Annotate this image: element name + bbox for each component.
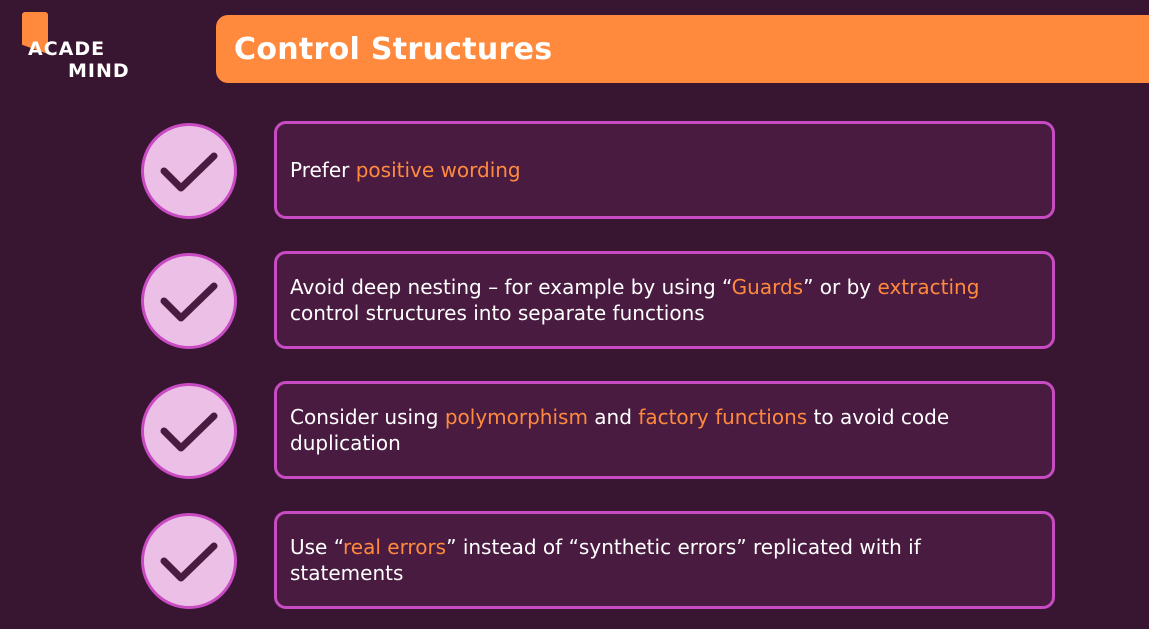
- item-card: [274, 381, 1055, 479]
- checkmark-icon: [144, 126, 234, 216]
- item-text: [290, 404, 1002, 456]
- text-segment: Prefer: [290, 158, 356, 182]
- text-segment: Use “: [290, 535, 343, 559]
- text-segment: control structures into separate functions: [290, 301, 705, 325]
- highlight-segment: Guards: [731, 275, 804, 299]
- text-segment: to avoid code duplication: [290, 405, 950, 455]
- checkmark-icon: [144, 516, 234, 606]
- list-item: [0, 381, 1149, 479]
- item-card: [274, 121, 1055, 219]
- checkmark-circle: [141, 123, 237, 219]
- academind-logo: [20, 12, 132, 82]
- logo-text-line-2: MIND: [68, 60, 130, 82]
- logo-text-line-1: ACADE: [28, 38, 106, 60]
- text-segment: and: [587, 405, 639, 429]
- item-card: [274, 251, 1055, 349]
- item-text: [290, 274, 1002, 326]
- highlight-segment: polymorphism: [444, 405, 588, 429]
- list-item: [0, 511, 1149, 609]
- checkmark-circle: [141, 513, 237, 609]
- checkmark-circle: [141, 253, 237, 349]
- highlight-segment: positive wording: [355, 158, 521, 182]
- checkmark-circle: [141, 383, 237, 479]
- text-segment: ” or by: [803, 275, 878, 299]
- item-text: [290, 534, 1002, 586]
- title-bar: [216, 15, 1149, 83]
- highlight-segment: real errors: [343, 535, 447, 559]
- item-card: [274, 511, 1055, 609]
- highlight-segment: factory functions: [638, 405, 808, 429]
- list-item: [0, 121, 1149, 219]
- page-title: Control Structures: [234, 31, 553, 67]
- highlight-segment: extracting: [877, 275, 980, 299]
- text-segment: Avoid deep nesting – for example by using “: [290, 275, 732, 299]
- text-segment: Consider using: [290, 405, 445, 429]
- text-segment: ” instead of “synthetic errors” replicated with if statements: [290, 535, 921, 585]
- item-text: [290, 157, 521, 183]
- list-item: [0, 251, 1149, 349]
- checkmark-icon: [144, 386, 234, 476]
- checkmark-icon: [144, 256, 234, 346]
